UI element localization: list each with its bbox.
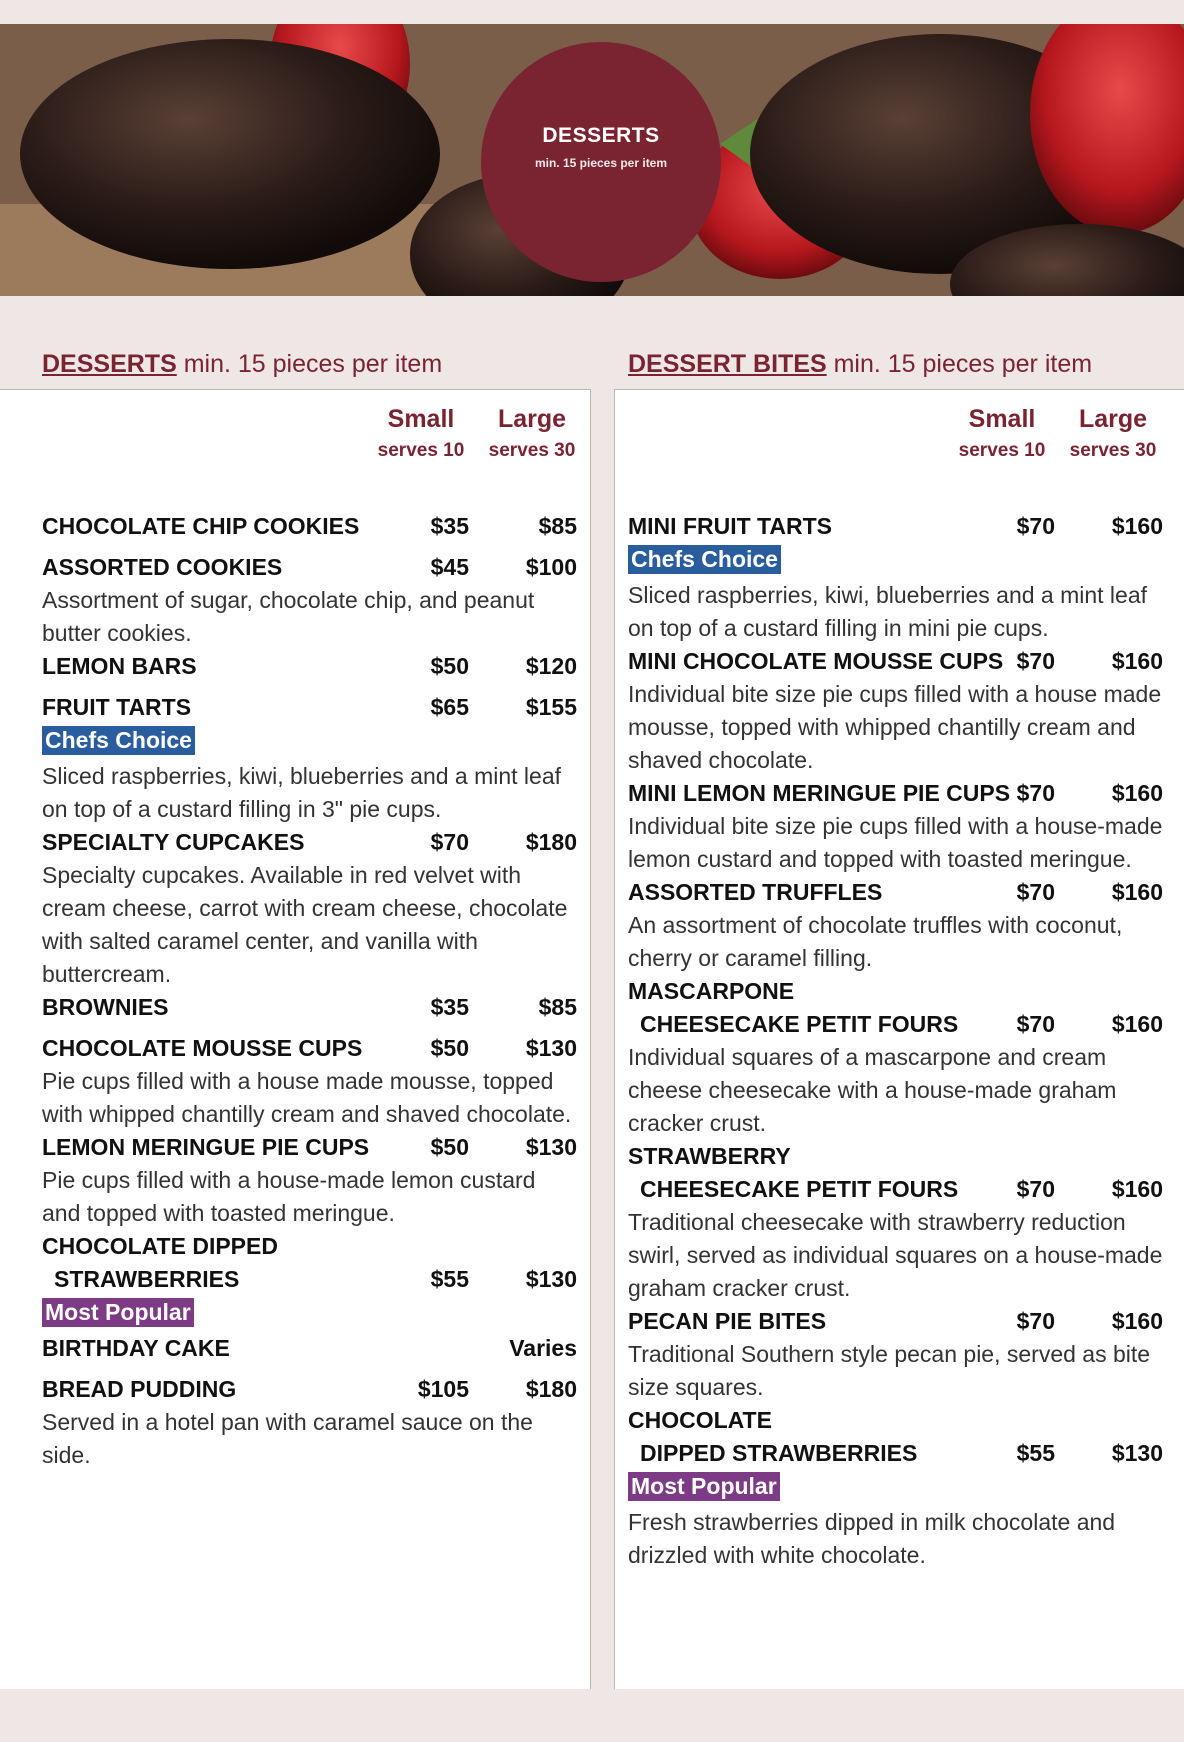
price-small: $70 xyxy=(1016,879,1055,905)
col-small-header xyxy=(947,405,1057,462)
item-header-row xyxy=(628,1404,1163,1437)
item-name: CHOCOLATE MOUSSE CUPS xyxy=(42,1035,363,1061)
menu-item xyxy=(42,1131,577,1230)
item-name: BIRTHDAY CAKE xyxy=(42,1335,230,1361)
desserts-heading-note: min. 15 pieces per item xyxy=(176,350,443,378)
item-description: Pie cups filled with a house-made lemon custard and topped with toasted meringue. xyxy=(42,1167,536,1226)
item-name-line2: CHEESECAKE PETIT FOURS xyxy=(640,1011,959,1037)
item-name: MASCARPONE xyxy=(628,978,795,1004)
item-header-row xyxy=(42,1373,577,1406)
desserts-section-heading xyxy=(42,350,442,379)
price-small: $55 xyxy=(1016,1440,1055,1466)
item-description: Served in a hotel pan with caramel sauce on the side. xyxy=(42,1409,533,1468)
item-name: BROWNIES xyxy=(42,994,169,1020)
price-large: $160 xyxy=(1111,879,1163,905)
price-large: Varies xyxy=(509,1335,577,1361)
item-description: Sliced raspberries, kiwi, blueberries and a mint leaf on top of a custard filling in mini pie cups. xyxy=(628,582,1148,641)
menu-item xyxy=(628,1305,1163,1404)
price-small: $50 xyxy=(430,1035,469,1061)
item-header-row xyxy=(628,1140,1163,1173)
item-header-row xyxy=(42,1230,577,1263)
item-header-row xyxy=(42,1032,577,1065)
item-header-row xyxy=(628,975,1163,1008)
badge-row xyxy=(628,543,1163,579)
item-name: FRUIT TARTS xyxy=(42,694,192,720)
price-small: $35 xyxy=(430,513,469,539)
item-name: STRAWBERRY xyxy=(628,1143,791,1169)
item-header-row xyxy=(42,1332,577,1365)
price-large: $100 xyxy=(525,554,577,580)
item-header-row xyxy=(42,1131,577,1164)
item-name: PECAN PIE BITES xyxy=(628,1308,827,1334)
col-small-sub: serves 10 xyxy=(958,440,1046,461)
item-description: Specialty cupcakes. Available in red velvet with cream cheese, carrot with cream cheese, chocolate with salted caramel center, and vanilla with buttercream. xyxy=(42,862,568,987)
menu-item xyxy=(42,1332,577,1365)
item-name: MINI FRUIT TARTS xyxy=(628,513,832,539)
price-large: $155 xyxy=(525,694,577,720)
badge-row xyxy=(628,1470,1163,1506)
item-name-line2: STRAWBERRIES xyxy=(54,1266,240,1292)
price-small: $70 xyxy=(1016,1011,1055,1037)
item-name-line2: DIPPED STRAWBERRIES xyxy=(640,1440,918,1466)
chefs-choice-badge: Chefs Choice xyxy=(42,726,195,755)
price-small: $105 xyxy=(417,1376,469,1402)
price-large: $85 xyxy=(538,994,577,1020)
price-large: $120 xyxy=(525,653,577,679)
item-name: CHOCOLATE CHIP COOKIES xyxy=(42,513,360,539)
col-small-header xyxy=(366,405,476,462)
price-small: $70 xyxy=(1016,780,1055,806)
menu-item xyxy=(42,1032,577,1131)
price-large: $180 xyxy=(525,1376,577,1402)
col-large-header xyxy=(477,405,587,462)
col-small-sub: serves 10 xyxy=(377,440,465,461)
item-header-row-2 xyxy=(628,1173,1163,1206)
price-small: $70 xyxy=(1016,648,1055,674)
menu-item xyxy=(42,991,577,1024)
item-name: ASSORTED COOKIES xyxy=(42,554,283,580)
menu-item xyxy=(628,975,1163,1140)
hero-title-badge xyxy=(481,42,721,282)
price-large: $130 xyxy=(525,1266,577,1292)
price-small: $45 xyxy=(430,554,469,580)
item-name: SPECIALTY CUPCAKES xyxy=(42,829,305,855)
col-large-label: Large xyxy=(497,405,567,433)
item-name: CHOCOLATE xyxy=(628,1407,772,1433)
item-name: BREAD PUDDING xyxy=(42,1376,237,1402)
menu-item xyxy=(42,551,577,650)
item-name: CHOCOLATE DIPPED xyxy=(42,1233,278,1259)
badge-row xyxy=(42,1296,577,1332)
item-header-row-2 xyxy=(628,1437,1163,1470)
item-description: Individual bite size pie cups filled with a house-made lemon custard and topped with toasted meringue. xyxy=(628,813,1163,872)
price-large: $85 xyxy=(538,513,577,539)
menu-item xyxy=(42,1373,577,1472)
price-small: $70 xyxy=(1016,513,1055,539)
item-description: Traditional Southern style pecan pie, served as bite size squares. xyxy=(628,1341,1151,1400)
menu-item xyxy=(628,645,1163,777)
most-popular-badge: Most Popular xyxy=(628,1472,780,1501)
menu-item xyxy=(42,691,577,826)
price-large: $160 xyxy=(1111,1176,1163,1202)
item-header-row xyxy=(628,1305,1163,1338)
col-large-sub: serves 30 xyxy=(1069,440,1157,461)
most-popular-badge: Most Popular xyxy=(42,1298,194,1327)
item-name-line2: CHEESECAKE PETIT FOURS xyxy=(640,1176,959,1202)
badge-row xyxy=(42,724,577,760)
price-large: $160 xyxy=(1111,1308,1163,1334)
menu-item xyxy=(628,1404,1163,1572)
price-small: $50 xyxy=(430,653,469,679)
item-description: Individual squares of a mascarpone and cream cheese cheesecake with a house-made graham cracker crust. xyxy=(628,1044,1117,1136)
col-small-label: Small xyxy=(387,405,455,433)
price-large: $130 xyxy=(525,1134,577,1160)
item-name: ASSORTED TRUFFLES xyxy=(628,879,883,905)
hero-subtitle: min. 15 pieces per item xyxy=(534,156,668,170)
price-small: $50 xyxy=(430,1134,469,1160)
item-description: Traditional cheesecake with strawberry reduction swirl, served as individual squares on a house-made graham cracker crust. xyxy=(628,1209,1163,1301)
menu-item xyxy=(628,777,1163,876)
item-header-row xyxy=(628,876,1163,909)
menu-item xyxy=(42,650,577,683)
item-header-row xyxy=(42,510,577,543)
desserts-item-list xyxy=(42,510,577,1472)
item-name: LEMON BARS xyxy=(42,653,197,679)
menu-item xyxy=(628,876,1163,975)
hero-title: DESSERTS xyxy=(542,124,660,147)
price-large: $130 xyxy=(525,1035,577,1061)
item-header-row xyxy=(628,510,1163,543)
price-small: $70 xyxy=(430,829,469,855)
item-description: Assortment of sugar, chocolate chip, and peanut butter cookies. xyxy=(42,587,535,646)
price-large: $130 xyxy=(1111,1440,1163,1466)
item-name: MINI CHOCOLATE MOUSSE CUPS xyxy=(628,648,1004,674)
item-header-row-2 xyxy=(628,1008,1163,1041)
item-header-row xyxy=(42,551,577,584)
price-large: $160 xyxy=(1111,780,1163,806)
menu-item xyxy=(42,510,577,543)
dessert-bites-heading-note: min. 15 pieces per item xyxy=(826,350,1093,378)
item-description: Fresh strawberries dipped in milk chocolate and drizzled with white chocolate. xyxy=(628,1509,1116,1568)
dessert-bites-heading-title: DESSERT BITES xyxy=(628,350,827,378)
item-header-row-2 xyxy=(42,1263,577,1296)
item-header-row xyxy=(628,777,1163,810)
item-name: LEMON MERINGUE PIE CUPS xyxy=(42,1134,370,1160)
item-header-row xyxy=(628,645,1163,678)
price-small: $70 xyxy=(1016,1176,1055,1202)
item-header-row xyxy=(42,991,577,1024)
price-small: $35 xyxy=(430,994,469,1020)
chefs-choice-badge: Chefs Choice xyxy=(628,545,781,574)
item-description: An assortment of chocolate truffles with coconut, cherry or caramel filling. xyxy=(628,912,1123,971)
price-large: $180 xyxy=(525,829,577,855)
item-header-row xyxy=(42,691,577,724)
menu-item xyxy=(628,1140,1163,1305)
col-large-sub: serves 30 xyxy=(488,440,576,461)
menu-item xyxy=(42,1230,577,1332)
price-small: $55 xyxy=(430,1266,469,1292)
item-description: Pie cups filled with a house made mousse, topped with whipped chantilly cream and shaved chocolate. xyxy=(42,1068,572,1127)
price-large: $160 xyxy=(1111,1011,1163,1037)
item-description: Sliced raspberries, kiwi, blueberries and a mint leaf on top of a custard filling in 3" pie cups. xyxy=(42,763,562,822)
price-large: $160 xyxy=(1111,513,1163,539)
dessert-bites-section-heading xyxy=(628,350,1092,379)
item-header-row xyxy=(42,650,577,683)
col-small-label: Small xyxy=(968,405,1036,433)
hero-banner xyxy=(0,24,1184,296)
col-large-header xyxy=(1058,405,1168,462)
item-description: Individual bite size pie cups filled with a house made mousse, topped with whipped chantilly cream and shaved chocolate. xyxy=(628,681,1162,773)
menu-item xyxy=(628,510,1163,645)
price-small: $65 xyxy=(430,694,469,720)
desserts-heading-title: DESSERTS xyxy=(42,350,177,378)
col-large-label: Large xyxy=(1078,405,1148,433)
footer-strip xyxy=(0,1689,1184,1742)
dessert-bites-item-list xyxy=(628,510,1163,1572)
item-name: MINI LEMON MERINGUE PIE CUPS xyxy=(628,780,1011,806)
price-large: $160 xyxy=(1111,648,1163,674)
item-header-row xyxy=(42,826,577,859)
price-small: $70 xyxy=(1016,1308,1055,1334)
menu-item xyxy=(42,826,577,991)
